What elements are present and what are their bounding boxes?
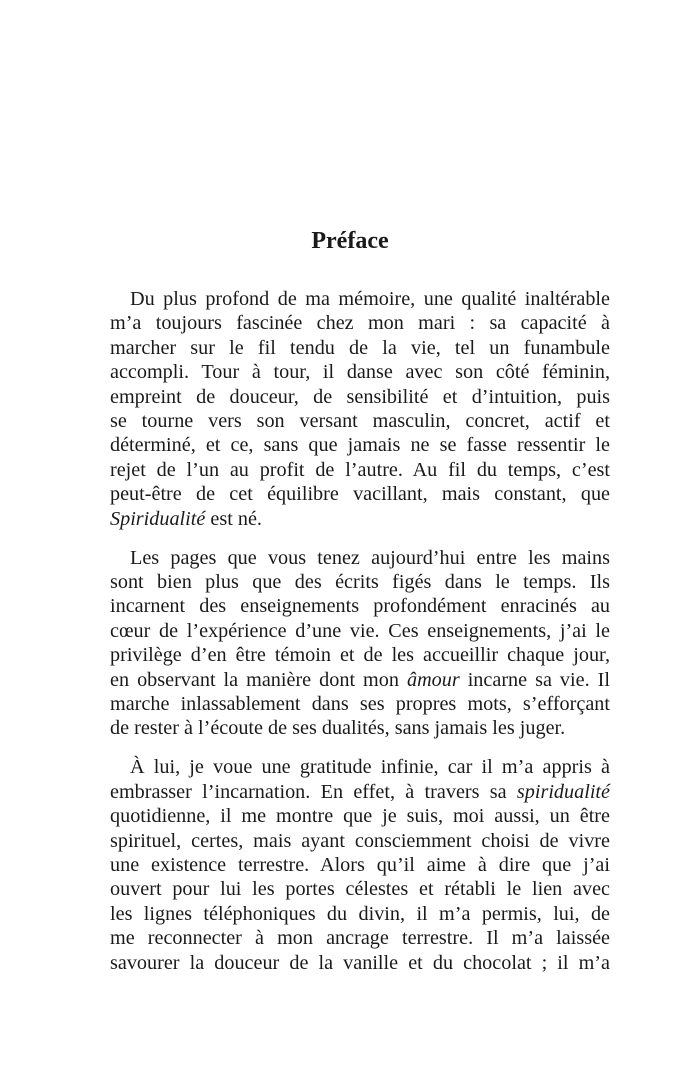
text-segment: me reconnecter à mon ancrage terrestre. Il m’a laissée	[110, 927, 610, 950]
paragraph	[110, 546, 610, 741]
text-segment: incarnent des enseignements profondément enracinés au	[110, 595, 610, 618]
text-segment: les lignes téléphoniques du divin, il m’a permis, lui, de	[110, 902, 610, 925]
text-line	[110, 780, 610, 804]
text-line	[110, 482, 610, 506]
text-segment: spirituel, certes, mais ayant consciemment choisi de vivre	[110, 829, 610, 852]
text-segment: marcher sur le fil tendu de la vie, tel un funambule	[110, 336, 610, 359]
text-line	[110, 951, 610, 975]
text-segment: incarne sa vie. Il	[459, 668, 610, 691]
text-segment: est né.	[205, 507, 262, 530]
text-segment: embrasser l’incarnation. En effet, à travers sa	[110, 780, 517, 803]
italic-text: âmour	[406, 668, 460, 691]
text-segment: quotidienne, il me montre que je suis, moi aussi, un être	[110, 805, 610, 828]
text-segment: sont bien plus que des écrits figés dans le temps. Ils	[110, 570, 610, 593]
text-line	[110, 755, 610, 779]
italic-text: Spiridualité	[110, 507, 206, 530]
text-line	[110, 458, 610, 482]
text-segment: peut-être de cet équilibre vacillant, mais constant, que	[110, 483, 610, 506]
text-line	[110, 385, 610, 409]
text-line	[110, 643, 610, 667]
text-segment: Du plus profond de ma mémoire, une qualité inaltérable	[130, 288, 610, 310]
text-segment: en observant la manière dont mon	[110, 668, 407, 691]
text-segment: savourer la douceur de la vanille et du chocolat ; il m’a	[110, 951, 610, 974]
italic-text: spiridualité	[516, 780, 610, 803]
text-line	[110, 716, 610, 740]
text-segment: se tourne vers son versant masculin, concret, actif et	[110, 410, 610, 433]
text-segment: rejet de l’un au profit de l’autre. Au fil du temps, c’est	[110, 458, 610, 481]
text-line	[110, 853, 610, 877]
text-line	[110, 409, 610, 433]
text-line	[110, 507, 610, 531]
text-line	[110, 570, 610, 594]
text-line	[110, 877, 610, 901]
text-line	[110, 336, 610, 360]
text-segment: empreint de douceur, de sensibilité et d’intuition, puis	[110, 385, 610, 408]
text-line	[110, 619, 610, 643]
text-segment: ouvert pour lui les portes célestes et rétabli le lien avec	[110, 878, 610, 901]
text-line	[110, 360, 610, 384]
text-segment: une existence terrestre. Alors qu’il aime à dire que j’ai	[110, 853, 610, 876]
page-title: Préface	[311, 228, 389, 255]
text-line	[110, 926, 610, 950]
text-line	[110, 287, 610, 311]
text-segment: À lui, je voue une gratitude infinie, car il m’a appris à	[130, 756, 610, 779]
text-line	[110, 433, 610, 457]
text-line	[110, 311, 610, 335]
text-line	[110, 829, 610, 853]
text-line	[110, 594, 610, 618]
text-segment: Les pages que vous tenez aujourd’hui entre les mains	[130, 546, 610, 569]
paragraph	[110, 287, 610, 531]
paragraph	[110, 755, 610, 975]
text-segment: m’a toujours fascinée chez mon mari : sa capacité à	[110, 312, 610, 335]
text-segment: de rester à l’écoute de ses dualités, sans jamais les juger.	[110, 717, 566, 740]
text-segment: déterminé, et ce, sans que jamais ne se fasse ressentir le	[110, 434, 610, 457]
text-segment: privilège d’en être témoin et de les accueillir chaque jour,	[110, 644, 610, 667]
text-segment: accompli. Tour à tour, il danse avec son côté féminin,	[110, 361, 610, 384]
text-line	[110, 546, 610, 570]
text-line	[110, 804, 610, 828]
text-segment: marche inlassablement dans ses propres mots, s’efforçant	[110, 693, 610, 715]
text-line	[110, 692, 610, 716]
text-line	[110, 668, 610, 692]
text-line	[110, 902, 610, 926]
text-segment: cœur de l’expérience d’une vie. Ces enseignements, j’ai le	[110, 619, 610, 642]
preface-body	[110, 287, 610, 989]
